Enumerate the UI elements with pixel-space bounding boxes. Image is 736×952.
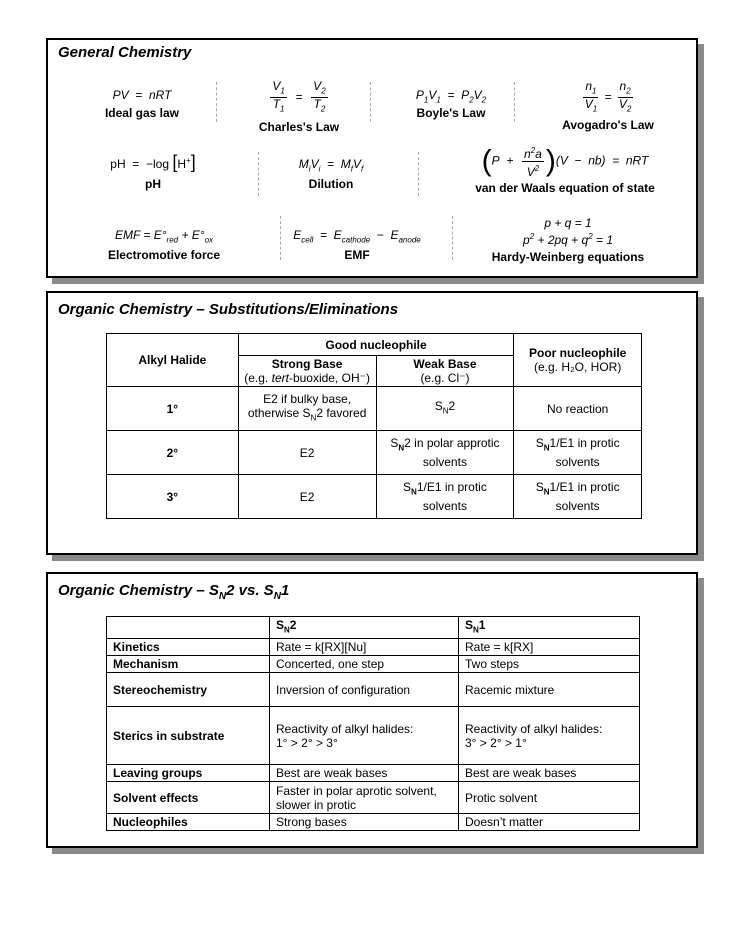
general-chemistry-title: General Chemistry — [58, 44, 192, 61]
cell-text: slower in protic — [276, 797, 357, 812]
boyle-label: Boyle's Law — [416, 106, 486, 121]
cell-text: otherwise S — [247, 405, 311, 420]
sn-title-part: Organic Chemistry – S — [58, 582, 219, 599]
row-label: Solvent effects — [107, 782, 270, 814]
sn1-header-sub: N — [473, 625, 479, 635]
cell-text: 1/E1 in protic — [416, 479, 487, 494]
charles-t1: T — [272, 97, 281, 112]
sn1-cell: Racemic mixture — [459, 673, 640, 707]
emf-equation: EMF = $E^\circ_{red} + E^\circ_{ox}$ Electromotive force — [94, 228, 234, 262]
divider — [418, 152, 419, 196]
subelim-panel — [46, 291, 698, 555]
table-row — [107, 765, 640, 782]
charles-v2: V — [313, 79, 322, 93]
sn-title-part: 1 — [280, 582, 290, 599]
cell-text: Faster in polar aprotic solvent, — [276, 783, 437, 798]
table-row — [107, 656, 640, 673]
sn2-cell — [270, 707, 459, 765]
sn2-header: $S_N2$ — [270, 617, 459, 639]
cell-text: S — [390, 435, 399, 450]
sn1-cell: Protic solvent — [459, 782, 640, 814]
avogadro-n2: n — [619, 79, 627, 93]
sn2-cell — [270, 782, 459, 814]
cell-text: S — [434, 398, 443, 413]
weak-base-cell: $S_N2$ — [376, 387, 514, 431]
charles-t2: T — [313, 97, 321, 112]
sn1-cell: Doesn’t matter — [459, 814, 640, 831]
ecell-label: EMF — [344, 248, 370, 263]
boyles-law: $P_1V_1 = P_2V_2$ Boyle's Law — [388, 88, 514, 120]
weak-base-example: (e.g. Cl⁻) — [420, 371, 470, 385]
degree-cell: 3° — [107, 475, 239, 519]
strong-base-cell: E2 — [238, 475, 376, 519]
cell-text: 1° > 2° > 3° — [276, 735, 338, 750]
subelim-table — [106, 333, 642, 519]
poor-nucleophile-cell: $S_N1/E1$ in protic solvents — [514, 475, 642, 519]
poor-nucleophile-label: Poor nucleophile — [529, 346, 627, 360]
hardy-eq1: p + q = 1 — [544, 216, 592, 230]
ph-h: H — [177, 157, 187, 171]
strong-base-header — [238, 356, 376, 387]
cell-text: solvents — [422, 499, 467, 514]
dilution: $M_iV_i = M_fV_f$ Dilution — [276, 157, 386, 191]
table-row — [107, 782, 640, 814]
emf-label: Electromotive force — [107, 248, 221, 263]
row-label: Kinetics — [107, 639, 270, 656]
sn-comparison-table — [106, 616, 640, 831]
weak-base-label: Weak Base — [413, 357, 477, 371]
table-header-row — [107, 617, 640, 639]
cell-text: S — [535, 479, 544, 494]
divider — [280, 216, 281, 260]
row-label: Mechanism — [107, 656, 270, 673]
sn2-cell: Inversion of configuration — [270, 673, 459, 707]
row-label: Leaving groups — [107, 765, 270, 782]
degree-cell: 1° — [107, 387, 239, 431]
cell-text: solvents — [555, 455, 600, 470]
cell-text: E2 if bulky base, — [263, 391, 352, 406]
hardy-label: Hardy-Weinberg equations — [491, 250, 645, 264]
cell-text: 2 in polar approtic — [404, 435, 500, 450]
avogadro-v2: V — [618, 97, 627, 112]
divider — [514, 82, 515, 122]
sn2-cell: Strong bases — [270, 814, 459, 831]
divider — [216, 82, 217, 122]
table-row — [107, 475, 642, 519]
sn2-vs-sn1-panel — [46, 572, 698, 848]
divider — [370, 82, 371, 122]
cell-text: 1/E1 in protic — [549, 479, 620, 494]
sn1-cell: Rate = k[RX] — [459, 639, 640, 656]
poor-nucleophile-cell: $S_N1/E1$ in protic solvents — [514, 431, 642, 475]
strong-base-eg-pre: (e.g. — [244, 371, 272, 385]
cell-text: 1/E1 in protic — [549, 435, 620, 450]
avogadros-law: $\frac{n_1}{V_1}$ = $\frac{n_2}{V_2}$ Avogadro's Law — [538, 80, 678, 132]
poor-nucleophile-example: (e.g. H₂O, HOR) — [534, 360, 622, 374]
ph-equation: pH = −log [H+] pH — [88, 152, 218, 191]
poor-nucleophile-header — [514, 334, 642, 387]
weak-base-cell: $S_N2$ in polar approtic solvents — [376, 431, 514, 475]
sn-title — [58, 582, 289, 602]
row-label: Stereochemistry — [107, 673, 270, 707]
sn2-cell: Rate = k[RX][Nu] — [270, 639, 459, 656]
header-blank — [107, 617, 270, 639]
sn2-header-sub: N — [284, 625, 290, 635]
sn1-cell: Two steps — [459, 656, 640, 673]
avogadro-n1: n — [585, 79, 593, 93]
subelim-title: Organic Chemistry – Substitutions/Eliminations — [58, 301, 399, 318]
strong-base-cell: E2 — [238, 431, 376, 475]
avogadro-v1: V — [584, 97, 593, 112]
sn-title-sub: N — [273, 591, 281, 602]
table-row — [107, 673, 640, 707]
sn-title-part: 2 vs. S — [226, 582, 274, 599]
vdw-rhs: nRT — [625, 153, 649, 168]
sn1-cell: Best are weak bases — [459, 765, 640, 782]
strong-base-eg-italic: tert — [271, 371, 289, 385]
charles-v1: V — [272, 79, 281, 93]
poor-nucleophile-cell: No reaction — [514, 387, 642, 431]
table-row — [107, 431, 642, 475]
cell-text: Reactivity of alkyl halides: — [276, 721, 414, 736]
weak-base-cell: $S_N1/E1$ in protic solvents — [376, 475, 514, 519]
sn1-header: $S_N1$ — [459, 617, 640, 639]
table-row — [107, 387, 642, 431]
cell-text: solvents — [422, 455, 467, 470]
ph-formula: pH = −log — [110, 157, 169, 171]
divider — [452, 216, 453, 260]
weak-base-header — [376, 356, 514, 387]
general-chemistry-panel — [46, 38, 698, 278]
ideal-gas-law — [82, 88, 202, 120]
van-der-waals: (P + $\frac{n^2a}{V^2}$ )(V − nb) = nRT van der Waals equation of state — [442, 144, 688, 195]
degree-cell: 2° — [107, 431, 239, 475]
row-label: Sterics in substrate — [107, 707, 270, 765]
cell-text: 2 favored — [316, 405, 367, 420]
sn2-header-num: 2 — [289, 618, 297, 632]
dilution-label: Dilution — [308, 177, 354, 192]
table-row — [107, 814, 640, 831]
sn-title-sub: N — [218, 591, 227, 602]
ph-label: pH — [145, 177, 161, 191]
divider — [258, 152, 259, 196]
cell-text: 3° > 2° > 1° — [465, 735, 527, 750]
sn2-cell: Best are weak bases — [270, 765, 459, 782]
charles-label: Charles's Law — [258, 119, 340, 134]
ideal-gas-label: Ideal gas law — [104, 106, 180, 120]
sn2-cell: Concerted, one step — [270, 656, 459, 673]
charles-law: $\frac{V_1}{T_1}$ = $\frac{V_2}{T_2}$ Charles's Law — [244, 80, 354, 134]
strong-base-cell: E2 if bulky base, otherwise $S_N2$ favored — [238, 387, 376, 431]
hardy-weinberg: p + q = 1 $p^2 + 2pq + q^2 = 1$ Hardy-Weinberg equations — [468, 216, 668, 264]
table-row — [107, 707, 640, 765]
good-nucleophile-header: Good nucleophile — [238, 334, 514, 356]
cell-text: solvents — [555, 499, 600, 514]
vdw-label: van der Waals equation of state — [475, 181, 655, 195]
strong-base-label: Strong Base — [271, 357, 343, 371]
sn1-header-num: 1 — [478, 618, 486, 632]
sn1-cell — [459, 707, 640, 765]
ideal-gas-formula: PV = nRT — [112, 88, 172, 102]
avogadro-label: Avogadro's Law — [562, 117, 654, 132]
table-row — [107, 639, 640, 656]
alkyl-halide-header: Alkyl Halide — [107, 334, 239, 387]
row-label: Nucleophiles — [107, 814, 270, 831]
cell-text: 2 — [448, 398, 456, 413]
strong-base-eg-post: -buoxide, OH⁻) — [288, 371, 370, 385]
cell-text: Reactivity of alkyl halides: — [465, 721, 603, 736]
cell-text: S — [535, 435, 544, 450]
ecell-equation: $E_{cell} = E_{cathode} - E_{anode}$ EMF — [286, 228, 428, 262]
cell-text: S — [403, 479, 412, 494]
